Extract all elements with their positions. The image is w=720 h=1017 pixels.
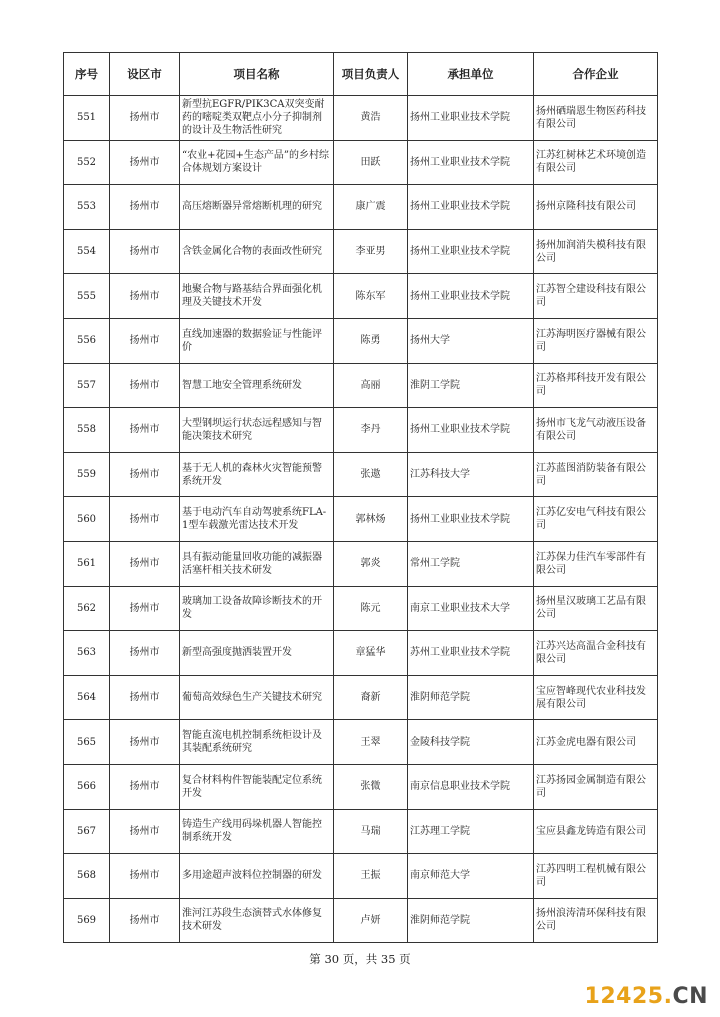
page-footer: 第 30 页，共 35 页 xyxy=(309,952,411,966)
cell-institution: 南京工业职业技术大学 xyxy=(408,586,534,631)
cell-index: 560 xyxy=(64,497,110,542)
cell-leader: 马瑞 xyxy=(334,809,408,854)
cell-partner: 扬州京隆科技有限公司 xyxy=(534,185,658,230)
table-row xyxy=(64,541,658,586)
cell-institution: 南京师范大学 xyxy=(408,854,534,899)
cell-index: 551 xyxy=(64,96,110,141)
cell-city: 扬州市 xyxy=(110,497,180,542)
cell-index: 566 xyxy=(64,764,110,809)
cell-institution: 扬州工业职业技术学院 xyxy=(408,229,534,274)
cell-city: 扬州市 xyxy=(110,274,180,319)
cell-partner: 江苏金虎电器有限公司 xyxy=(534,720,658,765)
cell-project-name: 多用途超声波料位控制器的研发 xyxy=(180,854,334,899)
cell-index: 561 xyxy=(64,541,110,586)
watermark-number: 12425 xyxy=(584,984,664,1009)
cell-partner: 江苏兴达高温合金科技有限公司 xyxy=(534,631,658,676)
cell-institution: 扬州工业职业技术学院 xyxy=(408,140,534,185)
cell-leader: 张微 xyxy=(334,764,408,809)
cell-institution: 金陵科技学院 xyxy=(408,720,534,765)
cell-leader: 陈元 xyxy=(334,586,408,631)
cell-index: 563 xyxy=(64,631,110,676)
cell-institution: 扬州工业职业技术学院 xyxy=(408,274,534,319)
cell-partner: 扬州星汉玻璃工艺品有限公司 xyxy=(534,586,658,631)
cell-project-name: 含铁金属化合物的表面改性研究 xyxy=(180,229,334,274)
cell-institution: 扬州大学 xyxy=(408,318,534,363)
cell-institution: 淮阴工学院 xyxy=(408,363,534,408)
cell-index: 568 xyxy=(64,854,110,899)
header-partner: 合作企业 xyxy=(534,53,658,96)
cell-leader: 郭炎 xyxy=(334,541,408,586)
cell-city: 扬州市 xyxy=(110,586,180,631)
cell-leader: 章猛华 xyxy=(334,631,408,676)
cell-index: 556 xyxy=(64,318,110,363)
cell-institution: 南京信息职业技术学院 xyxy=(408,764,534,809)
cell-project-name: 具有振动能量回收功能的减振器活塞杆相关技术研发 xyxy=(180,541,334,586)
cell-leader: 高丽 xyxy=(334,363,408,408)
cell-project-name: 高压熔断器异常熔断机理的研究 xyxy=(180,185,334,230)
cell-partner: 扬州硒瑞恩生物医药科技有限公司 xyxy=(534,96,658,141)
cell-institution: 江苏理工学院 xyxy=(408,809,534,854)
cell-project-name: 地聚合物与路基结合界面强化机理及关键技术开发 xyxy=(180,274,334,319)
cell-leader: 裔新 xyxy=(334,675,408,720)
cell-partner: 扬州市飞龙气动液压设备有限公司 xyxy=(534,408,658,453)
table-row xyxy=(64,96,658,141)
cell-project-name: 直线加速器的数据验证与性能评价 xyxy=(180,318,334,363)
cell-city: 扬州市 xyxy=(110,452,180,497)
table-row xyxy=(64,764,658,809)
cell-city: 扬州市 xyxy=(110,764,180,809)
watermark-dot: . xyxy=(663,984,673,1009)
cell-project-name: 大型钢坝运行状态远程感知与智能决策技术研究 xyxy=(180,408,334,453)
cell-project-name: 葡萄高效绿色生产关键技术研究 xyxy=(180,675,334,720)
cell-institution: 扬州工业职业技术学院 xyxy=(408,185,534,230)
cell-partner: 江苏亿安电气科技有限公司 xyxy=(534,497,658,542)
header-leader: 项目负责人 xyxy=(334,53,408,96)
cell-institution: 扬州工业职业技术学院 xyxy=(408,408,534,453)
table-row xyxy=(64,854,658,899)
cell-city: 扬州市 xyxy=(110,631,180,676)
table-row xyxy=(64,809,658,854)
cell-leader: 田跃 xyxy=(334,140,408,185)
header-institution: 承担单位 xyxy=(408,53,534,96)
cell-partner: 宝应县鑫龙铸造有限公司 xyxy=(534,809,658,854)
table-header-row xyxy=(64,53,658,96)
cell-partner: 宝应智峰现代农业科技发展有限公司 xyxy=(534,675,658,720)
cell-institution: 苏州工业职业技术学院 xyxy=(408,631,534,676)
table-row xyxy=(64,898,658,943)
cell-index: 569 xyxy=(64,898,110,943)
table-row xyxy=(64,675,658,720)
cell-index: 567 xyxy=(64,809,110,854)
cell-index: 565 xyxy=(64,720,110,765)
cell-index: 562 xyxy=(64,586,110,631)
cell-city: 扬州市 xyxy=(110,96,180,141)
table-row xyxy=(64,274,658,319)
cell-institution: 淮阴师范学院 xyxy=(408,675,534,720)
cell-leader: 张遨 xyxy=(334,452,408,497)
cell-leader: 卢妍 xyxy=(334,898,408,943)
cell-institution: 江苏科技大学 xyxy=(408,452,534,497)
table-row xyxy=(64,318,658,363)
cell-leader: 王振 xyxy=(334,854,408,899)
cell-project-name: “农业+花园+生态产品”的乡村综合体规划方案设计 xyxy=(180,140,334,185)
cell-leader: 郭林炀 xyxy=(334,497,408,542)
cell-project-name: 基于无人机的森林火灾智能预警系统开发 xyxy=(180,452,334,497)
cell-index: 552 xyxy=(64,140,110,185)
watermark-suffix: CN xyxy=(672,984,708,1009)
cell-city: 扬州市 xyxy=(110,809,180,854)
cell-project-name: 复合材料构件智能装配定位系统开发 xyxy=(180,764,334,809)
table-row xyxy=(64,140,658,185)
cell-index: 553 xyxy=(64,185,110,230)
cell-partner: 扬州浪涛清环保科技有限公司 xyxy=(534,898,658,943)
cell-partner: 江苏保力佳汽车零部件有限公司 xyxy=(534,541,658,586)
table-row xyxy=(64,720,658,765)
table-row xyxy=(64,586,658,631)
cell-leader: 陈勇 xyxy=(334,318,408,363)
cell-partner: 江苏智仝建设科技有限公司 xyxy=(534,274,658,319)
cell-leader: 康广震 xyxy=(334,185,408,230)
cell-partner: 江苏海明医疗器械有限公司 xyxy=(534,318,658,363)
header-project-name: 项目名称 xyxy=(180,53,334,96)
cell-city: 扬州市 xyxy=(110,140,180,185)
table-row xyxy=(64,229,658,274)
cell-institution: 淮阴师范学院 xyxy=(408,898,534,943)
cell-leader: 王翠 xyxy=(334,720,408,765)
cell-leader: 陈东军 xyxy=(334,274,408,319)
project-table xyxy=(63,52,658,943)
cell-leader: 李丹 xyxy=(334,408,408,453)
table-row xyxy=(64,452,658,497)
cell-institution: 常州工学院 xyxy=(408,541,534,586)
table-row xyxy=(64,497,658,542)
cell-leader: 黄浩 xyxy=(334,96,408,141)
cell-partner: 江苏红树林艺术环境创造有限公司 xyxy=(534,140,658,185)
cell-city: 扬州市 xyxy=(110,185,180,230)
cell-project-name: 新型高强度抛洒装置开发 xyxy=(180,631,334,676)
cell-index: 559 xyxy=(64,452,110,497)
cell-project-name: 智能直流电机控制系统柜设计及其装配系统研究 xyxy=(180,720,334,765)
cell-leader: 李亚男 xyxy=(334,229,408,274)
cell-index: 564 xyxy=(64,675,110,720)
cell-city: 扬州市 xyxy=(110,675,180,720)
cell-city: 扬州市 xyxy=(110,408,180,453)
cell-partner: 扬州加润消失模科技有限公司 xyxy=(534,229,658,274)
cell-city: 扬州市 xyxy=(110,229,180,274)
cell-city: 扬州市 xyxy=(110,363,180,408)
cell-city: 扬州市 xyxy=(110,541,180,586)
table-row xyxy=(64,408,658,453)
cell-institution: 扬州工业职业技术学院 xyxy=(408,96,534,141)
cell-index: 554 xyxy=(64,229,110,274)
cell-city: 扬州市 xyxy=(110,898,180,943)
cell-project-name: 淮河江苏段生态演替式水体修复技术研发 xyxy=(180,898,334,943)
cell-project-name: 新型抗EGFR/PIK3CA双突变耐药的嘧啶类双靶点小分子抑制剂的设计及生物活性研究 xyxy=(180,96,334,141)
cell-project-name: 基于电动汽车自动驾驶系统FLA-1型车载激光雷达技术开发 xyxy=(180,497,334,542)
table-row xyxy=(64,631,658,676)
cell-partner: 江苏四明工程机械有限公司 xyxy=(534,854,658,899)
header-city: 设区市 xyxy=(110,53,180,96)
table-row xyxy=(64,363,658,408)
cell-city: 扬州市 xyxy=(110,318,180,363)
cell-city: 扬州市 xyxy=(110,720,180,765)
cell-institution: 扬州工业职业技术学院 xyxy=(408,497,534,542)
cell-partner: 江苏蓝图消防装备有限公司 xyxy=(534,452,658,497)
cell-partner: 江苏格邦科技开发有限公司 xyxy=(534,363,658,408)
cell-partner: 江苏扬园金属制造有限公司 xyxy=(534,764,658,809)
cell-index: 557 xyxy=(64,363,110,408)
cell-index: 558 xyxy=(64,408,110,453)
table-row xyxy=(64,185,658,230)
cell-project-name: 智慧工地安全管理系统研发 xyxy=(180,363,334,408)
cell-project-name: 玻璃加工设备故障诊断技术的开发 xyxy=(180,586,334,631)
cell-index: 555 xyxy=(64,274,110,319)
cell-project-name: 铸造生产线用码垛机器人智能控制系统开发 xyxy=(180,809,334,854)
cell-city: 扬州市 xyxy=(110,854,180,899)
header-index: 序号 xyxy=(64,53,110,96)
site-watermark xyxy=(585,984,708,1009)
